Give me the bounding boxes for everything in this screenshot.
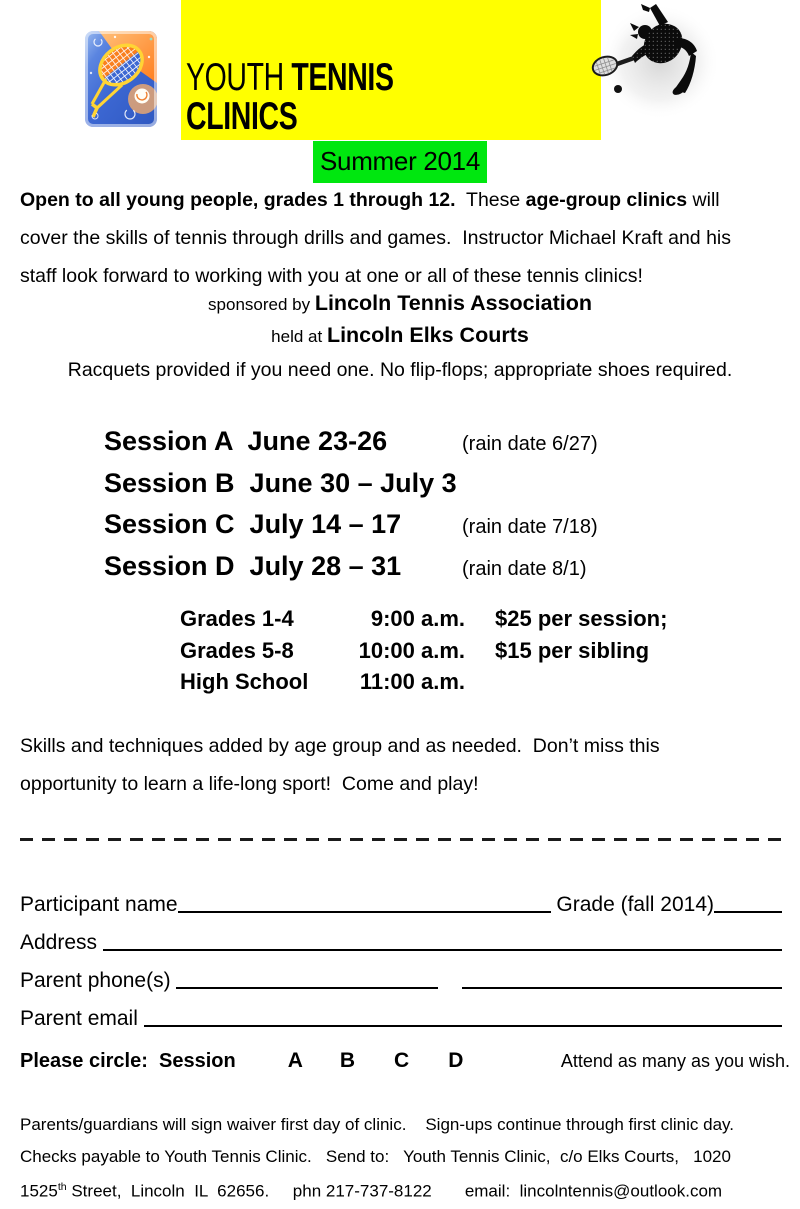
intro-line1-reg2: will [687,189,720,211]
sponsor-name: Lincoln Tennis Association [314,291,592,315]
venue-line [0,320,800,353]
sponsor-prefix: sponsored by [208,295,315,314]
attend-note: Attend as many as you wish. [560,1051,790,1071]
cut-line [20,838,782,841]
session-row-c [104,506,598,548]
intro-line1-bold2: age-group clinics [525,189,688,211]
street-ordinal-suffix: th [57,1181,67,1193]
equipment-note: Racquets provided if you need one. No flip-flops; appropriate shoes required. [67,359,733,381]
intro-line-3: staff look forward to working with you at one or all of these tennis clinics! [20,265,643,287]
parent-phone-field-2[interactable] [462,987,782,989]
footer-contact-text: Street, Lincoln IL 62656. phn 217-737-8122 email: lincolntennis@outlook.com [66,1181,723,1201]
closing-line-1: Skills and techniques added by age group and as needed. Don’t miss this [20,735,660,757]
page-title [186,58,489,136]
session-choice-c[interactable]: C [394,1048,410,1072]
closing-paragraph [20,727,782,803]
group-label: Grades 5-8 [180,637,294,663]
venue-name: Lincoln Elks Courts [326,323,529,347]
session-c-rain-date: (rain date 7/18) [462,516,598,538]
intro-line1-bold: Open to all young people, grades 1 through 12. [20,189,456,211]
sessions-list [104,423,598,589]
group-label: High School [180,669,309,694]
address-label: Address [20,930,103,954]
price-label: $25 per session; [495,606,668,631]
schedule-row-grades-5-8 [180,635,667,667]
session-choice-b[interactable]: B [339,1048,356,1072]
grade-field[interactable] [714,911,782,913]
phone-row [20,963,782,993]
parent-phone-label: Parent phone(s) [20,968,177,992]
parent-email-label: Parent email [20,1006,144,1030]
schedule-row-high-school [180,666,667,698]
intro-paragraph [20,181,782,295]
participant-name-label: Participant name [20,892,178,916]
session-d-rain-date: (rain date 8/1) [462,557,587,580]
time-label: 11:00 a.m. [359,669,465,694]
title-regular-part: YOUTH [186,56,292,99]
subtitle-row [0,141,800,183]
venue-prefix: held at [271,327,327,346]
intro-line-2: cover the skills of tennis through drills and games. Instructor Michael Kraft and his [20,227,731,249]
price-label: $15 per sibling [495,637,650,663]
intro-line-1 [20,181,782,219]
participant-name-field[interactable] [178,911,551,913]
session-row-b [104,465,598,507]
session-b-label: Session B June 30 – July 3 [104,467,457,498]
footer-line-1: Parents/guardians will sign waiver first day of clinic. Sign-ups continue through first clinic day. [20,1115,735,1134]
parent-phone-field-1[interactable] [176,987,438,989]
session-c-label: Session C July 14 – 17 [104,509,402,539]
parent-email-field[interactable] [144,1025,782,1027]
time-label: 10:00 a.m. [358,637,465,663]
grade-label: Grade (fall 2014) [550,892,714,916]
closing-line-2: opportunity to learn a life-long sport! Come and play! [20,773,479,795]
email-row [20,1001,782,1031]
subtitle-highlight: Summer 2014 [313,141,487,183]
session-a-label: Session A June 23-26 [104,426,388,456]
session-d-label: Session D July 28 – 31 [104,550,402,581]
footer-line-2: Checks payable to Youth Tennis Clinic. Send to: Youth Tennis Clinic, c/o Elks Courts, 1020 [20,1146,731,1166]
title-banner [181,0,601,140]
participant-row [20,887,782,917]
group-label: Grades 1-4 [180,606,294,631]
session-a-rain-date: (rain date 6/27) [462,433,598,455]
session-row-d [104,548,598,590]
intro-line1-reg1: These [455,189,526,211]
circle-instruction-label: Please circle: Session [20,1050,236,1072]
session-choice-d[interactable]: D [448,1048,464,1072]
street-number: 1525 [20,1181,58,1201]
tennis-racquet-image [85,31,157,127]
footer-info [20,1109,788,1207]
address-row [20,925,782,955]
time-label: 9:00 a.m. [370,606,465,631]
session-choice-a[interactable]: A [287,1048,303,1072]
schedule-table [180,603,667,698]
footer-line-3 [20,1172,788,1207]
sponsor-line [0,288,800,321]
schedule-row-grades-1-4 [180,603,667,635]
tennis-player-image [588,0,723,125]
session-row-a [104,423,598,465]
title-bold-part: TENNIS CLINICS [186,56,402,138]
address-field[interactable] [103,949,782,951]
